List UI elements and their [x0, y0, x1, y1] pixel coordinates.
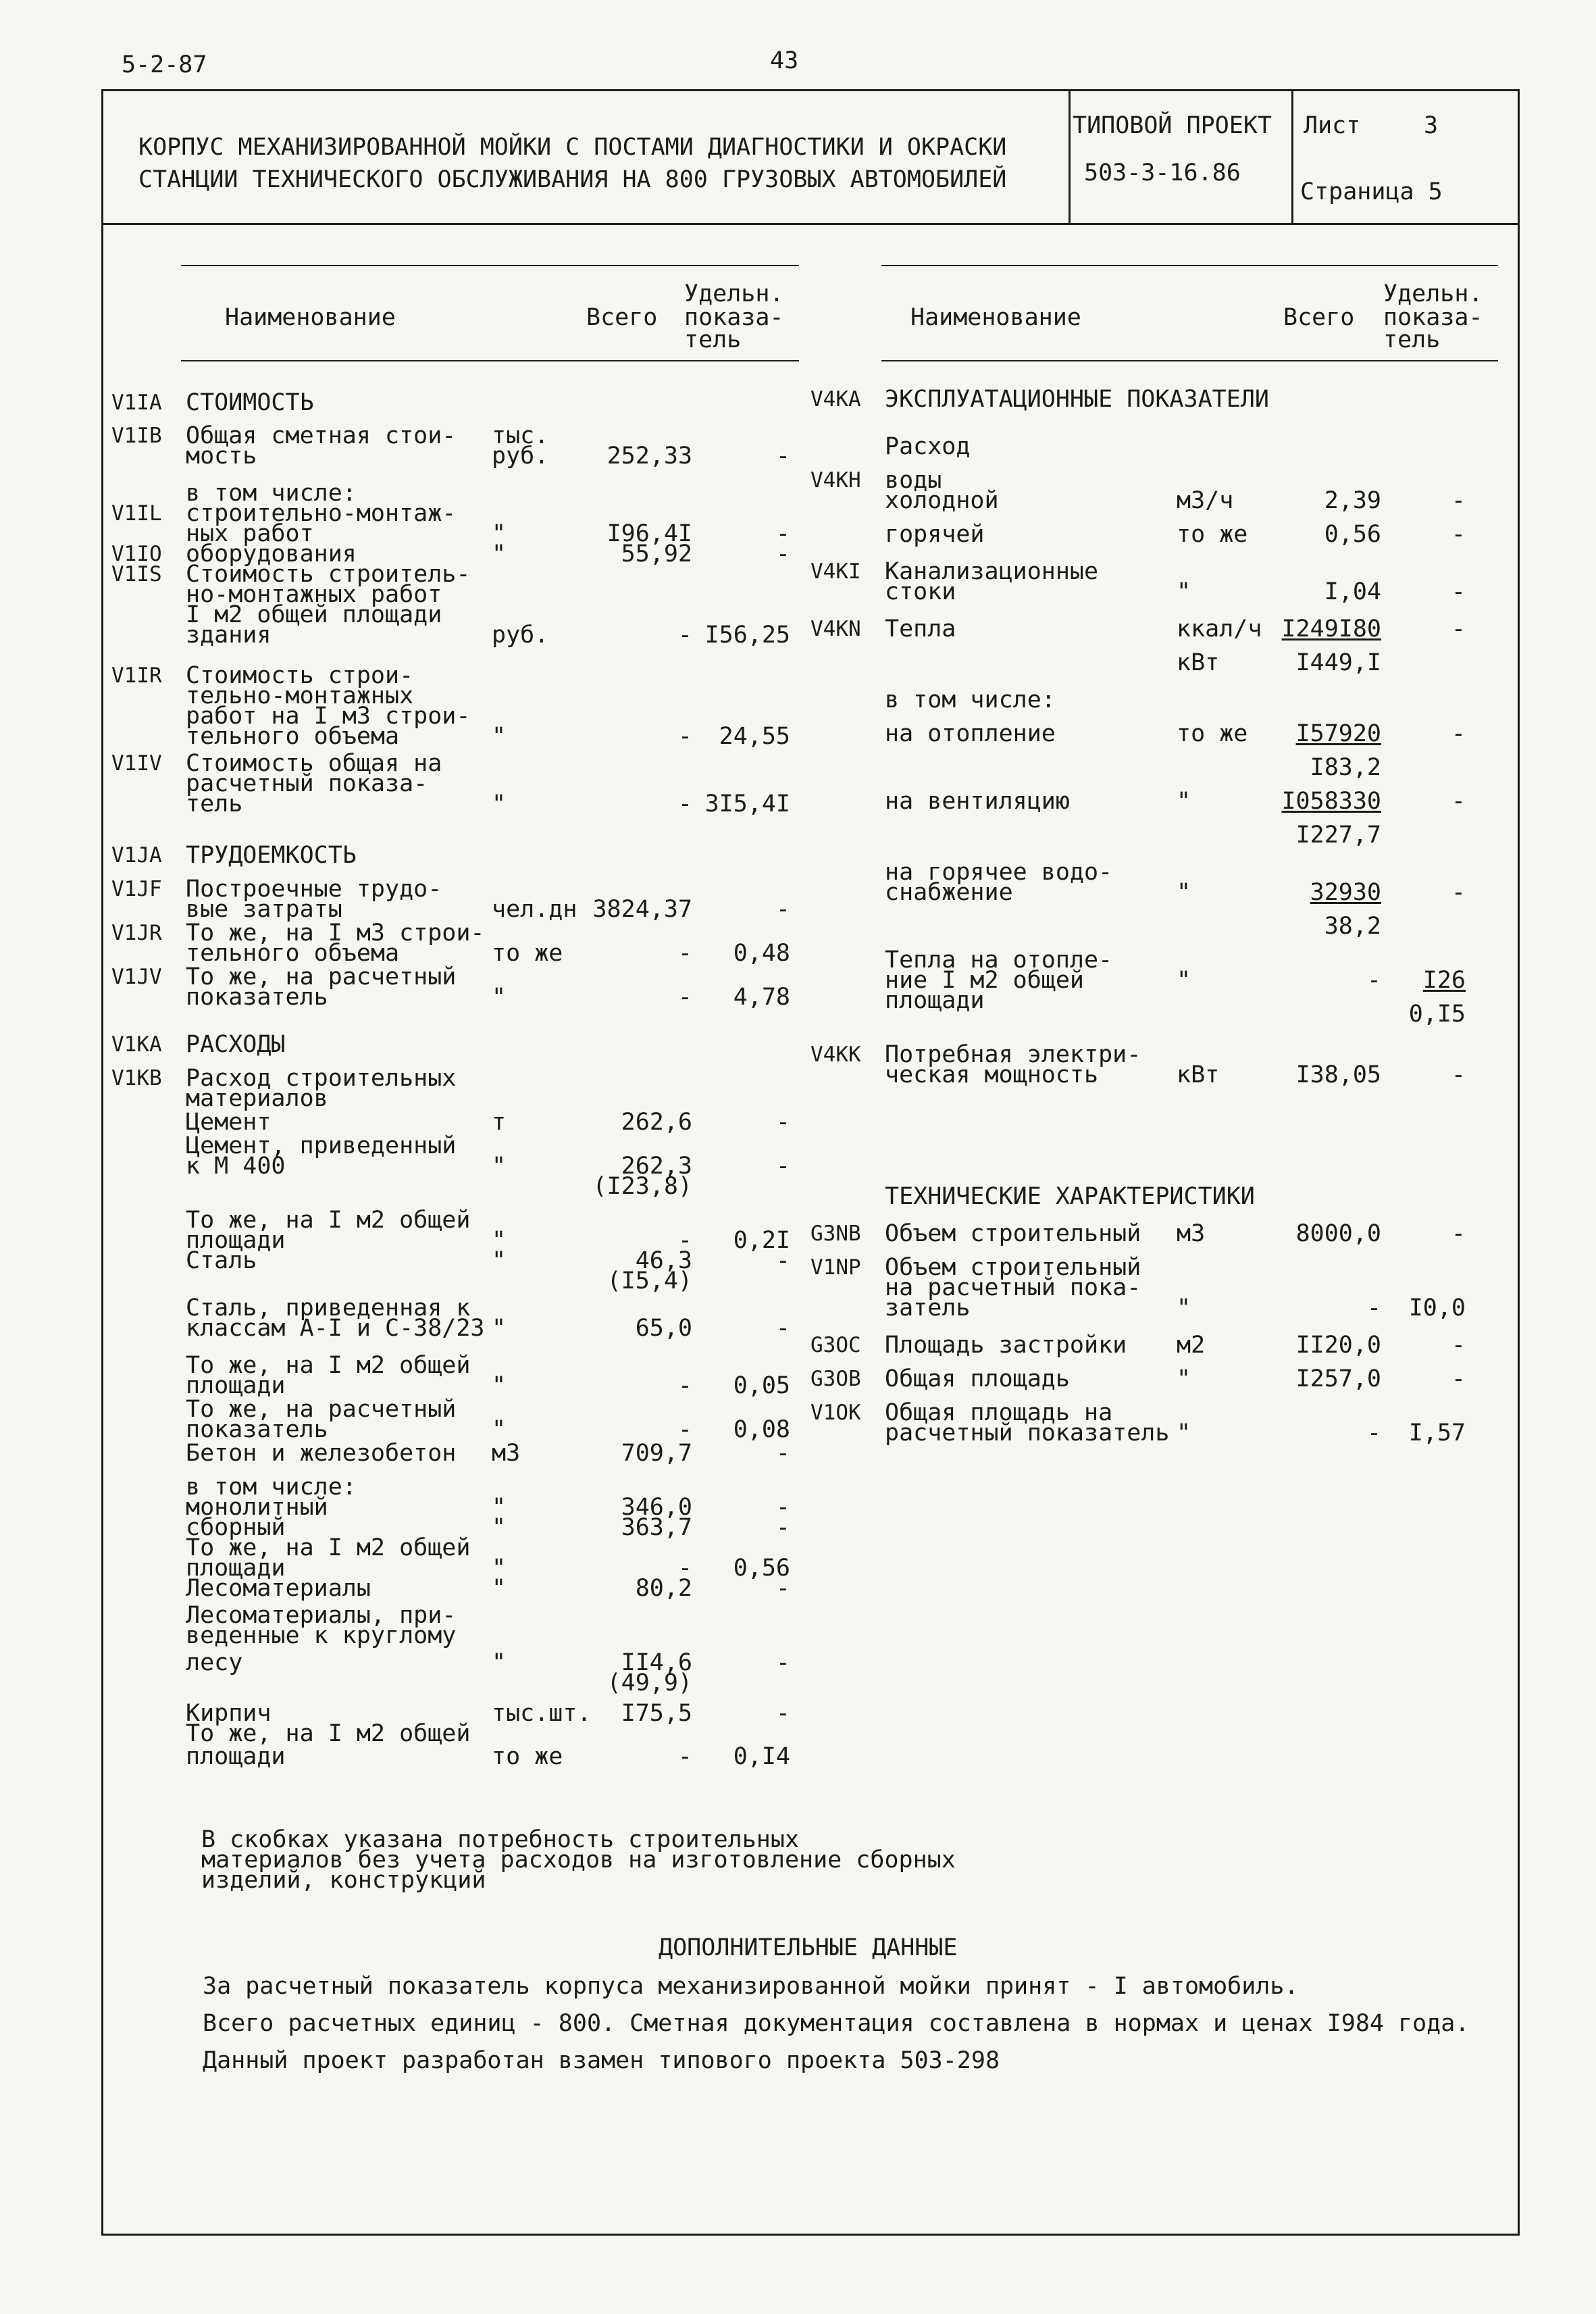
left-row-name: тельного объема: [186, 723, 400, 750]
left-row-name: СТОИМОСТЬ: [186, 389, 314, 416]
right-row-name: на отопление: [885, 720, 1056, 747]
left-row-name: мость: [186, 443, 257, 470]
left-row-name: Цемент: [186, 1109, 272, 1136]
title-block-divider-1: [1069, 89, 1071, 224]
left-row-name: То же, на I м3 строи-: [186, 920, 485, 947]
additional-line-2: Всего расчетных единиц - 800. Сметная документация составлена в нормах и ценах I984 года.: [203, 2010, 1470, 2037]
right-row-spec: 0,I5: [1408, 1001, 1466, 1028]
left-row-code: V1IA: [111, 391, 162, 415]
left-row-unit: руб.: [492, 622, 549, 649]
left-row-unit: тыс.шт.: [492, 1700, 592, 1727]
left-row-name: То же, на расчетный: [186, 963, 457, 990]
left-row-unit: то же: [492, 1743, 563, 1770]
right-row-name: в том числе:: [885, 686, 1056, 713]
left-row-name: веденные к круглому: [186, 1622, 457, 1649]
additional-line-1: За расчетный показатель корпуса механизированной мойки принят - I автомобиль.: [203, 1973, 1299, 2000]
right-row-name: Объем строительный: [885, 1254, 1141, 1281]
title-line-1: КОРПУС МЕХАНИЗИРОВАННОЙ МОЙКИ С ПОСТАМИ ДИАГНОСТИКИ И ОКРАСКИ: [138, 134, 1007, 161]
project-label: ТИПОВОЙ ПРОЕКТ: [1073, 112, 1272, 139]
right-row-name: Общая площадь: [885, 1365, 1070, 1392]
right-col-specific-2: показа-: [1383, 304, 1483, 331]
left-row-spec: -: [775, 1575, 790, 1602]
right-row-total: 38,2: [1324, 913, 1381, 940]
right-row-spec: I26: [1422, 967, 1466, 994]
left-row-total: -: [677, 1416, 692, 1443]
right-col-specific-3: тель: [1383, 326, 1441, 353]
left-row-name: тельно-монтажных: [186, 682, 414, 709]
left-row-spec: -: [775, 443, 790, 470]
left-row-name: То же, на I м2 общей: [186, 1352, 471, 1379]
left-row-total: (I23,8): [592, 1173, 692, 1200]
right-row-name: площади: [885, 987, 985, 1014]
left-row-name: в том числе:: [186, 480, 357, 507]
left-row-spec: -: [775, 1700, 790, 1727]
left-row-unit: тыс.: [492, 422, 549, 449]
right-row-unit: ": [1177, 578, 1191, 605]
left-row-name: площади: [186, 1555, 286, 1582]
right-row-unit: ": [1177, 967, 1191, 994]
left-row-total: 46,3: [635, 1247, 692, 1274]
title-line-2: СТАНЦИИ ТЕХНИЧЕСКОГО ОБСЛУЖИВАНИЯ НА 800 ГРУЗОВЫХ АВТОМОБИЛЕЙ: [138, 166, 1007, 193]
left-row-spec: -: [775, 540, 790, 568]
right-row-code: V4KN: [810, 617, 861, 641]
right-row-total: I449,I: [1295, 649, 1381, 676]
right-header-bottom-line: [881, 360, 1498, 361]
left-row-name: Стоимость строитель-: [186, 561, 471, 588]
left-row-name: То же, на I м2 общей: [186, 1207, 471, 1234]
right-row-spec: -: [1451, 720, 1466, 747]
right-header-top-line: [881, 265, 1498, 266]
right-row-spec: -: [1451, 1365, 1466, 1392]
left-row-spec: -: [775, 1649, 790, 1676]
left-row-spec: -: [775, 1109, 790, 1136]
left-row-unit: то же: [492, 940, 563, 967]
left-row-name: сборный: [186, 1514, 286, 1541]
left-row-name: площади: [186, 1227, 286, 1254]
left-row-name: материалов: [186, 1085, 328, 1112]
left-row-total: (49,9): [607, 1669, 692, 1696]
left-row-total: -: [677, 984, 692, 1011]
right-row-name: ЭКСПЛУАТАЦИОННЫЕ ПОКАЗАТЕЛИ: [885, 386, 1269, 413]
left-row-unit: чел.дн: [492, 896, 577, 923]
left-row-name: работ на I м3 строи-: [186, 703, 471, 730]
left-row-total: -: [677, 1743, 692, 1770]
left-row-name: классам А-I и С-38/23: [186, 1315, 485, 1342]
left-row-code: V1JF: [111, 877, 162, 901]
left-row-total: 709,7: [621, 1440, 692, 1467]
left-row-unit: ": [492, 1315, 507, 1342]
left-row-unit: ": [492, 723, 507, 750]
left-row-unit: ": [492, 1575, 507, 1602]
right-row-unit: то же: [1177, 720, 1248, 747]
right-row-total: I38,05: [1295, 1061, 1381, 1088]
right-row-unit: ": [1177, 1419, 1191, 1447]
left-row-name: Бетон и железобетон: [186, 1440, 457, 1467]
right-row-name: затель: [885, 1294, 971, 1322]
right-row-total: 32930: [1310, 879, 1381, 906]
left-row-total: -: [677, 1555, 692, 1582]
left-row-spec: 0,08: [733, 1416, 790, 1443]
right-row-name: ТЕХНИЧЕСКИЕ ХАРАКТЕРИСТИКИ: [885, 1183, 1255, 1210]
right-row-unit: ": [1177, 1294, 1191, 1322]
right-row-unit: кВт: [1177, 1061, 1220, 1088]
left-row-name: тель: [186, 790, 243, 818]
left-header-bottom-line: [181, 360, 799, 361]
left-row-total: 262,6: [621, 1109, 692, 1136]
left-row-name: Сталь: [186, 1247, 257, 1274]
left-row-name: расчетный показа-: [186, 770, 428, 797]
right-row-name: на расчетный пока-: [885, 1274, 1141, 1301]
left-row-code: V1KB: [111, 1066, 162, 1090]
right-row-total: 8000,0: [1295, 1220, 1381, 1247]
left-row-name: Расход строительных: [186, 1065, 457, 1092]
left-row-total: I75,5: [621, 1700, 692, 1727]
right-col-total: Всего: [1283, 304, 1355, 331]
left-row-total: -: [677, 940, 692, 967]
left-row-spec: -: [775, 1247, 790, 1274]
right-row-name: Площадь застройки: [885, 1332, 1127, 1359]
right-row-name: Потребная электри-: [885, 1041, 1141, 1068]
left-row-name: Кирпич: [186, 1700, 272, 1727]
left-row-spec: -: [775, 896, 790, 923]
left-row-name: строительно-монтаж-: [186, 500, 457, 527]
right-row-unit: м3: [1177, 1220, 1206, 1247]
left-row-spec: -: [775, 520, 790, 547]
note-line-2: материалов без учета расходов на изготовление сборных: [201, 1846, 956, 1873]
left-row-unit: ": [492, 540, 507, 568]
left-row-name: здания: [186, 622, 272, 649]
note-line-3: изделий, конструкций: [201, 1867, 486, 1894]
left-row-spec: 0,05: [733, 1372, 790, 1399]
right-row-total: I249I80: [1281, 615, 1381, 643]
right-row-name: стоки: [885, 578, 956, 605]
left-row-unit: ": [492, 1514, 507, 1541]
left-row-total: 252,33: [607, 443, 692, 470]
right-row-code: G3NB: [810, 1222, 861, 1246]
left-row-spec: -: [775, 1315, 790, 1342]
left-row-name: Общая сметная стои-: [186, 422, 457, 449]
left-row-unit: м3: [492, 1440, 521, 1467]
left-row-code: V1JA: [111, 843, 162, 867]
right-row-total: I058330: [1281, 788, 1381, 815]
left-row-total: 80,2: [635, 1575, 692, 1602]
right-row-unit: м3/ч: [1177, 487, 1234, 514]
left-row-name: оборудования: [186, 540, 357, 568]
right-row-name: расчетный показатель: [885, 1419, 1170, 1447]
right-row-total: I57920: [1295, 720, 1381, 747]
left-row-spec: 4,78: [733, 984, 790, 1011]
left-row-total: 262,3: [621, 1153, 692, 1180]
right-row-total: -: [1366, 1294, 1381, 1322]
left-row-unit: ": [492, 1247, 507, 1274]
left-row-spec: -: [775, 1514, 790, 1541]
left-row-unit: ": [492, 790, 507, 818]
right-row-name: на вентиляцию: [885, 788, 1070, 815]
right-row-total: -: [1366, 1419, 1381, 1447]
left-row-unit: руб.: [492, 443, 549, 470]
right-row-name: Общая площадь на: [885, 1399, 1113, 1426]
left-row-name: Лесоматериалы, при-: [186, 1602, 457, 1629]
left-row-name: к М 400: [186, 1153, 286, 1180]
left-row-unit: ": [492, 1153, 507, 1180]
left-row-spec: 0,2I: [733, 1227, 790, 1254]
right-row-code: V4KA: [810, 387, 861, 411]
right-row-total: -: [1366, 967, 1381, 994]
left-row-code: V1IS: [111, 562, 162, 586]
right-row-spec: I,57: [1408, 1419, 1466, 1447]
left-row-code: V1JR: [111, 921, 162, 945]
left-row-unit: ": [492, 1555, 507, 1582]
right-row-spec: -: [1451, 788, 1466, 815]
left-row-name: I м2 общей площади: [186, 601, 442, 628]
note-line-1: В скобках указана потребность строительных: [201, 1826, 800, 1853]
right-row-code: V4KK: [810, 1042, 861, 1067]
right-row-name: на горячее водо-: [885, 859, 1113, 886]
left-row-code: V1IR: [111, 663, 162, 688]
left-row-name: но-монтажных работ: [186, 581, 442, 608]
left-row-total: 65,0: [635, 1315, 692, 1342]
left-row-total: II4,6: [621, 1649, 692, 1676]
project-number: 503-3-16.86: [1084, 159, 1241, 186]
right-row-name: Тепла: [885, 615, 956, 643]
left-row-code: V1IB: [111, 424, 162, 448]
right-row-name: Тепла на отопле-: [885, 947, 1113, 974]
right-col-name: Наименование: [910, 304, 1081, 331]
left-row-total: I96,4I: [607, 520, 692, 547]
left-row-unit: т: [492, 1109, 507, 1136]
left-row-spec: -: [775, 1440, 790, 1467]
left-row-name: Стоимость строи-: [186, 662, 414, 689]
right-row-spec: -: [1451, 1061, 1466, 1088]
right-row-unit: м2: [1177, 1332, 1206, 1359]
sheet-label: Лист: [1304, 112, 1361, 139]
right-row-code: V4KI: [810, 559, 861, 584]
additional-heading: ДОПОЛНИТЕЛЬНЫЕ ДАННЫЕ: [659, 1934, 958, 1961]
right-row-name: ние I м2 общей: [885, 967, 1085, 994]
left-row-code: V1KA: [111, 1032, 162, 1057]
right-row-spec: -: [1451, 1332, 1466, 1359]
right-row-unit: то же: [1177, 521, 1248, 548]
right-row-unit: ккал/ч: [1177, 615, 1262, 643]
left-row-unit: ": [492, 1649, 507, 1676]
left-col-name: Наименование: [225, 304, 396, 331]
right-row-code: V4KH: [810, 468, 861, 493]
left-row-name: Лесоматериалы: [186, 1575, 371, 1602]
left-row-name: То же, на расчетный: [186, 1396, 457, 1423]
left-row-name: Цемент, приведенный: [186, 1132, 457, 1159]
left-row-name: То же, на I м2 общей: [186, 1534, 471, 1561]
left-row-name: Стоимость общая на: [186, 750, 442, 777]
right-row-spec: -: [1451, 879, 1466, 906]
left-row-spec: 24,55: [719, 723, 790, 750]
left-col-total: Всего: [586, 304, 658, 331]
right-row-spec: I0,0: [1408, 1294, 1466, 1322]
left-row-total: 346,0: [621, 1494, 692, 1521]
left-row-total: (I5,4): [607, 1267, 692, 1294]
left-row-name: То же, на I м2 общей: [186, 1720, 471, 1747]
right-row-name: Объем строительный: [885, 1220, 1141, 1247]
left-row-name: вые затраты: [186, 896, 342, 923]
left-row-spec: I56,25: [704, 622, 790, 649]
left-row-code: V1JV: [111, 965, 162, 989]
left-row-name: показатель: [186, 984, 328, 1011]
left-row-unit: ": [492, 520, 507, 547]
right-row-total: I257,0: [1295, 1365, 1381, 1392]
right-row-total: I227,7: [1295, 822, 1381, 849]
left-row-total: 363,7: [621, 1514, 692, 1541]
right-row-total: II20,0: [1295, 1332, 1381, 1359]
left-row-code: V1IO: [111, 542, 162, 566]
sheet-value: 3: [1424, 112, 1439, 139]
left-row-name: площади: [186, 1743, 286, 1770]
left-row-total: -: [677, 723, 692, 750]
left-row-name: лесу: [186, 1649, 243, 1676]
left-col-specific-2: показа-: [684, 304, 784, 331]
right-row-spec: -: [1451, 1220, 1466, 1247]
left-row-name: ных работ: [186, 520, 314, 547]
right-row-name: холодной: [885, 487, 999, 514]
left-row-total: 3824,37: [592, 896, 692, 923]
right-row-name: ческая мощность: [885, 1061, 1099, 1088]
left-row-unit: ": [492, 1227, 507, 1254]
right-row-spec: -: [1451, 578, 1466, 605]
right-row-name: горячей: [885, 521, 985, 548]
left-row-name: Построечные трудо-: [186, 876, 442, 903]
right-row-name: воды: [885, 467, 942, 494]
right-row-code: V1NP: [810, 1255, 861, 1280]
left-row-name: ТРУДОЕМКОСТЬ: [186, 842, 357, 869]
document-code: 5-2-87: [122, 51, 207, 78]
additional-line-3: Данный проект разработан взамен типового проекта 503-298: [203, 2047, 1000, 2074]
left-row-name: Сталь, приведенная к: [186, 1294, 471, 1322]
right-row-unit: ": [1177, 879, 1191, 906]
right-col-specific-1: Удельн.: [1383, 280, 1483, 307]
left-row-name: тельного объема: [186, 940, 400, 967]
left-row-total: 55,92: [621, 540, 692, 568]
right-row-total: I83,2: [1310, 754, 1381, 781]
right-row-total: I,04: [1324, 578, 1381, 605]
left-row-name: РАСХОДЫ: [186, 1031, 286, 1058]
left-row-spec: -: [775, 1494, 790, 1521]
title-block-bottom-line: [101, 223, 1520, 225]
right-row-code: V1OK: [810, 1401, 861, 1425]
left-row-code: V1IL: [111, 501, 162, 526]
left-row-code: V1IV: [111, 751, 162, 776]
right-row-code: G3OC: [810, 1333, 861, 1357]
left-row-total: -: [677, 790, 692, 818]
left-row-unit: ": [492, 984, 507, 1011]
left-row-spec: -: [775, 1153, 790, 1180]
left-row-name: показатель: [186, 1416, 328, 1443]
left-row-name: площади: [186, 1372, 286, 1399]
page-number: 43: [770, 47, 799, 74]
page-label: Страница 5: [1300, 178, 1443, 205]
right-row-total: 0,56: [1324, 521, 1381, 548]
right-row-total: 2,39: [1324, 487, 1381, 514]
right-row-name: Расход: [885, 433, 971, 460]
left-row-spec: 0,56: [733, 1555, 790, 1582]
right-row-spec: -: [1451, 521, 1466, 548]
left-row-spec: 0,48: [733, 940, 790, 967]
left-row-name: монолитный: [186, 1494, 328, 1521]
left-col-specific-3: тель: [684, 326, 742, 353]
left-row-total: -: [677, 1227, 692, 1254]
right-row-unit: кВт: [1177, 649, 1220, 676]
left-row-unit: ": [492, 1416, 507, 1443]
right-row-code: G3OB: [810, 1367, 861, 1391]
right-row-name: Канализационные: [885, 558, 1099, 585]
left-row-total: -: [677, 1372, 692, 1399]
right-row-spec: -: [1451, 615, 1466, 643]
left-row-unit: ": [492, 1372, 507, 1399]
left-row-unit: ": [492, 1494, 507, 1521]
left-row-spec: 3I5,4I: [704, 790, 790, 818]
right-row-name: снабжение: [885, 879, 1013, 906]
right-row-unit: ": [1177, 788, 1191, 815]
left-header-top-line: [181, 265, 799, 266]
left-row-spec: 0,I4: [733, 1743, 790, 1770]
left-col-specific-1: Удельн.: [684, 280, 784, 307]
left-row-name: в том числе:: [186, 1474, 357, 1501]
right-row-spec: -: [1451, 487, 1466, 514]
left-row-total: -: [677, 622, 692, 649]
right-row-unit: ": [1177, 1365, 1191, 1392]
title-block-divider-2: [1291, 89, 1293, 224]
